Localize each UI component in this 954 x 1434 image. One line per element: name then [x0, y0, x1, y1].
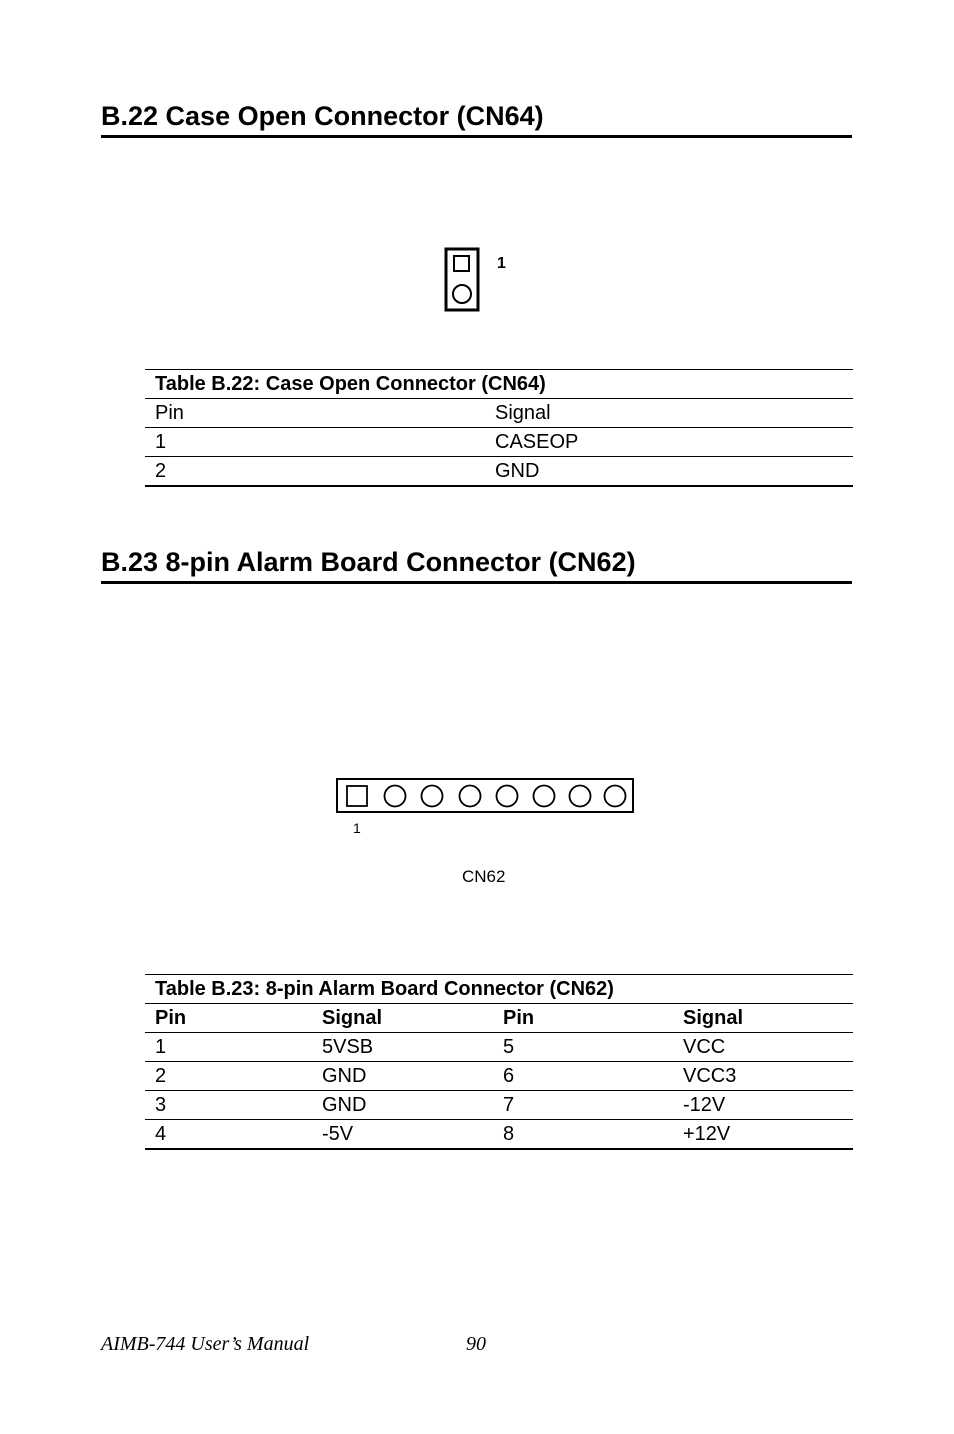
- table-row: [145, 428, 853, 457]
- table-b23-header-pin: Pin: [145, 1004, 312, 1033]
- table-b23-header-row: [145, 1004, 853, 1033]
- table-cell: 5: [493, 1033, 673, 1062]
- table-cell: 4: [145, 1120, 312, 1150]
- table-row: [145, 1120, 853, 1150]
- table-b22-header-row: [145, 399, 853, 428]
- table-b23-caption: Table B.23: 8-pin Alarm Board Connector (CN62): [145, 975, 853, 1004]
- cn62-pin-3-circle: [422, 786, 443, 807]
- cn64-connector-diagram: [440, 243, 520, 318]
- table-cell: GND: [485, 457, 853, 487]
- table-cell: 5VSB: [312, 1033, 493, 1062]
- cn62-connector-diagram: [330, 772, 640, 892]
- cn64-pin1-label: 1: [497, 255, 506, 272]
- cn62-connector-label: CN62: [462, 867, 506, 886]
- table-b22-caption: Table B.22: Case Open Connector (CN64): [145, 370, 853, 399]
- cn62-pin-4-circle: [460, 786, 481, 807]
- cn62-pin-6-circle: [534, 786, 555, 807]
- footer-manual-title: AIMB-744 User’s Manual: [101, 1333, 310, 1355]
- cn64-pin-2-circle: [453, 285, 471, 303]
- table-cell: 2: [145, 457, 485, 487]
- table-b22-header-pin: Pin: [145, 399, 485, 428]
- section-title-b22: B.22 Case Open Connector (CN64): [101, 100, 852, 138]
- cn62-pin1-label: 1: [353, 820, 361, 836]
- cn64-housing: [446, 249, 478, 310]
- table-cell: +12V: [673, 1120, 853, 1150]
- table-cell: 1: [145, 1033, 312, 1062]
- table-cell: 3: [145, 1091, 312, 1120]
- table-cell: 7: [493, 1091, 673, 1120]
- table-b23: [145, 974, 853, 1150]
- section-title-b23: B.23 8-pin Alarm Board Connector (CN62): [101, 546, 852, 584]
- table-row: [145, 1033, 853, 1062]
- table-b23-header-signal: Signal: [673, 1004, 853, 1033]
- table-b23-header-pin: Pin: [493, 1004, 673, 1033]
- cn62-pin-8-circle: [605, 786, 626, 807]
- cn64-pin-1-square: [454, 256, 469, 271]
- cn62-pin-2-circle: [385, 786, 406, 807]
- table-cell: 6: [493, 1062, 673, 1091]
- table-cell: 2: [145, 1062, 312, 1091]
- table-b22-header-signal: Signal: [485, 399, 853, 428]
- table-cell: 8: [493, 1120, 673, 1150]
- table-cell: VCC3: [673, 1062, 853, 1091]
- cn62-pin-1-square: [347, 786, 367, 806]
- cn62-housing: [337, 779, 633, 812]
- table-cell: -12V: [673, 1091, 853, 1120]
- table-cell: 1: [145, 428, 485, 457]
- table-row: [145, 1091, 853, 1120]
- table-cell: GND: [312, 1062, 493, 1091]
- table-cell: VCC: [673, 1033, 853, 1062]
- table-row: [145, 1062, 853, 1091]
- table-cell: -5V: [312, 1120, 493, 1150]
- table-b22: [145, 369, 853, 487]
- table-cell: CASEOP: [485, 428, 853, 457]
- table-b22-caption-row: [145, 370, 853, 399]
- table-b23-header-signal: Signal: [312, 1004, 493, 1033]
- footer-page-number: 90: [466, 1333, 486, 1355]
- table-cell: GND: [312, 1091, 493, 1120]
- table-b23-caption-row: [145, 975, 853, 1004]
- cn62-pin-5-circle: [497, 786, 518, 807]
- table-row: [145, 457, 853, 487]
- cn62-pin-7-circle: [570, 786, 591, 807]
